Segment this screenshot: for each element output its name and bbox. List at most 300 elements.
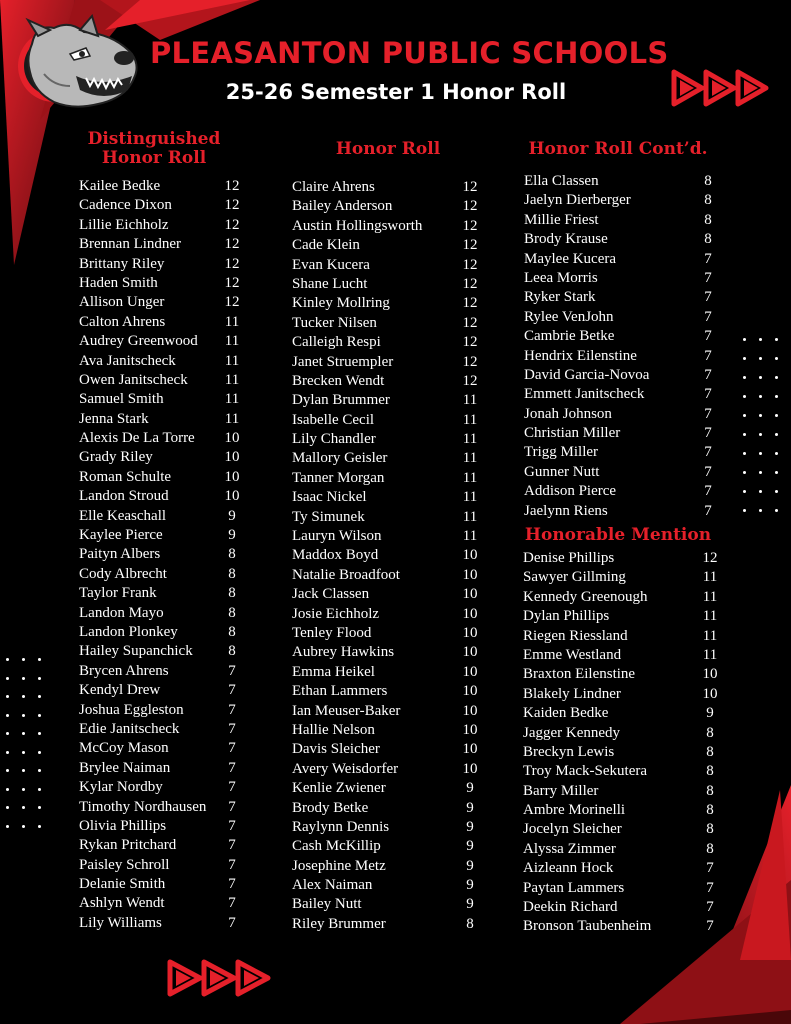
- student-row: [524, 211, 724, 230]
- student-row: [292, 178, 482, 197]
- student-name: Haden Smith: [79, 274, 158, 291]
- page-title: PLEASANTON PUBLIC SCHOOLS: [150, 36, 669, 70]
- student-name: Deekin Richard: [523, 899, 618, 916]
- student-name: Dylan Phillips: [523, 608, 610, 625]
- student-grade: 7: [706, 879, 714, 896]
- student-name: Josie Eichholz: [292, 605, 380, 622]
- student-grade: 12: [224, 294, 240, 311]
- student-row: [79, 255, 249, 274]
- student-row: [524, 191, 724, 210]
- student-grade: 11: [224, 410, 240, 427]
- student-grade: 10: [462, 760, 478, 777]
- student-name: Christian Miller: [524, 425, 621, 442]
- student-row: [292, 527, 482, 546]
- student-row: [79, 623, 249, 642]
- student-name: Joshua Eggleston: [79, 701, 184, 718]
- student-row: [292, 740, 482, 759]
- student-grade: 9: [466, 818, 474, 835]
- student-grade: 12: [462, 353, 478, 370]
- student-name: Gunner Nutt: [524, 463, 600, 480]
- student-name: Landon Mayo: [79, 604, 164, 621]
- student-grade: 7: [228, 720, 236, 737]
- student-row: [79, 836, 249, 855]
- distinguished-heading-line2: Honor Roll: [101, 148, 207, 168]
- student-grade: 9: [228, 507, 236, 524]
- student-name: Kylar Nordby: [79, 779, 163, 796]
- red-triangle-arrows-icon: [670, 68, 772, 108]
- student-name: Kaylee Pierce: [79, 527, 163, 544]
- student-name: Kennedy Greenough: [523, 588, 648, 605]
- student-name: Natalie Broadfoot: [292, 566, 400, 583]
- student-row: [79, 894, 249, 913]
- student-grade: 9: [466, 857, 474, 874]
- student-row: [523, 685, 723, 704]
- student-row: [524, 288, 724, 307]
- student-name: Tucker Nilsen: [292, 314, 377, 331]
- student-grade: 12: [462, 217, 478, 234]
- student-name: Lily Chandler: [292, 431, 376, 448]
- student-row: [292, 721, 482, 740]
- student-grade: 7: [704, 250, 712, 267]
- student-name: Elle Keaschall: [79, 507, 167, 524]
- student-grade: 12: [462, 314, 478, 331]
- student-grade: 8: [228, 604, 236, 621]
- student-name: Bailey Anderson: [292, 198, 393, 215]
- student-name: Jaelynn Riens: [524, 502, 608, 519]
- student-grade: 7: [704, 269, 712, 286]
- student-row: [79, 565, 249, 584]
- student-grade: 11: [224, 333, 240, 350]
- student-grade: 8: [466, 915, 474, 932]
- student-grade: 12: [462, 256, 478, 273]
- student-row: [523, 607, 723, 626]
- student-row: [523, 898, 723, 917]
- student-name: Austin Hollingsworth: [292, 217, 423, 234]
- student-name: Allison Unger: [79, 294, 165, 311]
- student-grade: 7: [704, 347, 712, 364]
- student-row: [79, 235, 249, 254]
- student-name: Avery Weisdorfer: [292, 760, 399, 777]
- student-row: [292, 256, 482, 275]
- student-row: [292, 314, 482, 333]
- student-name: Ty Simunek: [292, 508, 365, 525]
- student-row: [79, 352, 249, 371]
- student-name: Janet Struempler: [292, 353, 394, 370]
- student-row: [79, 759, 249, 778]
- student-grade: 10: [224, 468, 240, 485]
- student-row: [79, 274, 249, 293]
- student-grade: 12: [462, 275, 478, 292]
- student-name: Brody Betke: [292, 799, 369, 816]
- student-row: [292, 391, 482, 410]
- student-name: Jack Classen: [292, 586, 370, 603]
- student-name: Isabelle Cecil: [292, 411, 375, 428]
- student-grade: 12: [224, 236, 240, 253]
- student-row: [523, 704, 723, 723]
- student-grade: 11: [462, 508, 478, 525]
- student-grade: 11: [702, 608, 718, 625]
- student-grade: 10: [462, 702, 478, 719]
- student-name: Bailey Nutt: [292, 896, 362, 913]
- student-row: [523, 917, 723, 936]
- student-row: [292, 488, 482, 507]
- student-grade: 8: [706, 821, 714, 838]
- student-grade: 12: [462, 295, 478, 312]
- student-row: [292, 469, 482, 488]
- student-row: [79, 604, 249, 623]
- student-grade: 8: [706, 802, 714, 819]
- student-row: [79, 545, 249, 564]
- student-name: David Garcia-Novoa: [524, 366, 650, 383]
- student-name: Troy Mack-Sekutera: [523, 763, 648, 780]
- student-row: [524, 172, 724, 191]
- student-row: [79, 507, 249, 526]
- student-row: [524, 443, 724, 462]
- student-row: [524, 250, 724, 269]
- student-grade: 11: [702, 646, 718, 663]
- student-grade: 7: [228, 701, 236, 718]
- student-row: [523, 724, 723, 743]
- student-name: Brecken Wendt: [292, 372, 385, 389]
- student-row: [292, 605, 482, 624]
- student-name: Lily Williams: [79, 914, 162, 931]
- student-row: [79, 371, 249, 390]
- student-grade: 10: [462, 566, 478, 583]
- student-row: [524, 482, 724, 501]
- student-row: [79, 196, 249, 215]
- student-name: Alyssa Zimmer: [523, 840, 616, 857]
- student-row: [292, 663, 482, 682]
- student-row: [79, 701, 249, 720]
- student-row: [79, 778, 249, 797]
- student-grade: 7: [228, 798, 236, 815]
- student-grade: 8: [228, 585, 236, 602]
- student-row: [79, 448, 249, 467]
- student-name: Jaelyn Dierberger: [524, 192, 631, 209]
- page-subtitle: 25-26 Semester 1 Honor Roll: [225, 80, 567, 104]
- student-name: Maylee Kucera: [524, 250, 617, 267]
- student-grade: 11: [462, 489, 478, 506]
- student-grade: 9: [466, 838, 474, 855]
- student-grade: 8: [706, 724, 714, 741]
- student-row: [292, 353, 482, 372]
- student-name: Ryker Stark: [524, 289, 596, 306]
- student-name: Dylan Brummer: [292, 392, 390, 409]
- student-row: [524, 347, 724, 366]
- student-name: Owen Janitscheck: [79, 371, 188, 388]
- student-row: [292, 585, 482, 604]
- student-grade: 7: [228, 682, 236, 699]
- student-row: [523, 820, 723, 839]
- student-row: [292, 702, 482, 721]
- student-grade: 12: [224, 178, 240, 194]
- student-row: [79, 487, 249, 506]
- student-row: [523, 801, 723, 820]
- student-name: Emme Westland: [523, 646, 622, 663]
- student-name: Braxton Eilenstine: [523, 666, 636, 683]
- student-grade: 7: [704, 444, 712, 461]
- student-row: [292, 372, 482, 391]
- student-row: [79, 429, 249, 448]
- student-row: [79, 468, 249, 487]
- student-grade: 12: [702, 550, 718, 566]
- distinguished-heading-line1: Distinguished: [87, 129, 221, 149]
- student-row: [79, 720, 249, 739]
- student-name: Tanner Morgan: [292, 469, 385, 486]
- student-row: [292, 508, 482, 527]
- student-row: [79, 526, 249, 545]
- student-name: Cadence Dixon: [79, 197, 172, 214]
- student-name: Tenley Flood: [292, 624, 372, 641]
- student-row: [79, 817, 249, 836]
- student-name: Taylor Frank: [79, 585, 157, 602]
- student-name: Blakely Lindner: [523, 685, 621, 702]
- student-row: [292, 818, 482, 837]
- student-name: Brylee Naiman: [79, 759, 171, 776]
- student-name: Hallie Nelson: [292, 721, 375, 738]
- student-row: [292, 236, 482, 255]
- student-grade: 11: [462, 469, 478, 486]
- student-name: Josephine Metz: [292, 857, 386, 874]
- student-grade: 7: [228, 837, 236, 854]
- student-name: Rylee VenJohn: [524, 308, 614, 325]
- honor-roll-contd-list: [524, 172, 724, 521]
- student-name: Emmett Janitscheck: [524, 386, 645, 403]
- student-row: [292, 779, 482, 798]
- student-grade: 9: [466, 877, 474, 894]
- student-name: Ambre Morinelli: [523, 802, 626, 819]
- student-name: Cambrie Betke: [524, 328, 615, 345]
- student-grade: 8: [706, 782, 714, 799]
- student-row: [292, 643, 482, 662]
- student-grade: 9: [228, 527, 236, 544]
- student-name: Jocelyn Sleicher: [523, 821, 622, 838]
- honorable-mention-list: [523, 549, 723, 937]
- student-name: Kinley Mollring: [292, 295, 390, 312]
- student-row: [524, 424, 724, 443]
- student-row: [79, 584, 249, 603]
- student-name: Alexis De La Torre: [79, 430, 195, 447]
- student-name: Brennan Lindner: [79, 236, 182, 253]
- student-name: Claire Ahrens: [292, 179, 375, 195]
- student-row: [292, 546, 482, 565]
- student-grade: 7: [704, 405, 712, 422]
- student-name: McCoy Mason: [79, 740, 169, 757]
- student-row: [79, 642, 249, 661]
- student-row: [292, 333, 482, 352]
- student-name: Mallory Geisler: [292, 450, 388, 467]
- student-grade: 7: [228, 662, 236, 679]
- student-grade: 10: [224, 449, 240, 466]
- student-row: [523, 879, 723, 898]
- student-row: [292, 294, 482, 313]
- honor-roll-heading: Honor Roll: [335, 139, 441, 159]
- student-row: [292, 837, 482, 856]
- student-name: Calton Ahrens: [79, 313, 166, 330]
- student-name: Raylynn Dennis: [292, 818, 390, 835]
- student-row: [524, 327, 724, 346]
- student-name: Cash McKillip: [292, 838, 381, 855]
- student-row: [523, 549, 723, 568]
- student-name: Millie Friest: [524, 211, 599, 228]
- student-grade: 9: [466, 780, 474, 797]
- student-row: [524, 230, 724, 249]
- student-grade: 11: [702, 569, 718, 586]
- student-name: Ian Meuser-Baker: [292, 702, 401, 719]
- student-grade: 12: [462, 179, 478, 195]
- student-name: Addison Pierce: [524, 483, 617, 500]
- student-grade: 10: [224, 430, 240, 447]
- honor-roll-contd-heading: Honor Roll Cont’d.: [528, 139, 708, 159]
- student-row: [523, 782, 723, 801]
- student-grade: 7: [228, 914, 236, 931]
- student-name: Ashlyn Wendt: [79, 895, 165, 912]
- student-grade: 10: [702, 666, 718, 683]
- student-name: Samuel Smith: [79, 391, 164, 408]
- student-name: Edie Janitscheck: [79, 720, 180, 737]
- student-name: Timothy Nordhausen: [79, 798, 207, 815]
- student-grade: 11: [702, 588, 718, 605]
- student-grade: 10: [462, 586, 478, 603]
- student-grade: 7: [704, 289, 712, 306]
- student-row: [524, 385, 724, 404]
- student-row: [523, 646, 723, 665]
- student-row: [524, 463, 724, 482]
- student-name: Jenna Stark: [79, 410, 149, 427]
- student-grade: 12: [462, 198, 478, 215]
- student-row: [292, 682, 482, 701]
- student-grade: 8: [228, 623, 236, 640]
- student-name: Emma Heikel: [292, 663, 375, 680]
- dot-grid-right: [743, 338, 778, 512]
- student-row: [292, 624, 482, 643]
- student-grade: 10: [462, 741, 478, 758]
- student-row: [79, 681, 249, 700]
- student-name: Landon Plonkey: [79, 623, 178, 640]
- student-grade: 11: [224, 352, 240, 369]
- student-grade: 7: [704, 328, 712, 345]
- student-row: [292, 411, 482, 430]
- distinguished-heading: [74, 130, 234, 168]
- student-grade: 11: [224, 371, 240, 388]
- student-grade: 8: [228, 565, 236, 582]
- student-name: Hendrix Eilenstine: [524, 347, 637, 364]
- student-grade: 10: [462, 547, 478, 564]
- student-grade: 7: [228, 779, 236, 796]
- student-grade: 11: [224, 391, 240, 408]
- student-name: Aubrey Hawkins: [292, 644, 395, 661]
- student-name: Olivia Phillips: [79, 817, 167, 834]
- student-name: Jonah Johnson: [524, 405, 612, 422]
- student-grade: 12: [224, 255, 240, 272]
- student-name: Kailee Bedke: [79, 178, 161, 194]
- student-name: Evan Kucera: [292, 256, 370, 273]
- student-grade: 7: [704, 502, 712, 519]
- student-row: [292, 799, 482, 818]
- student-grade: 12: [224, 274, 240, 291]
- student-row: [292, 197, 482, 216]
- student-grade: 7: [228, 856, 236, 873]
- student-name: Shane Lucht: [292, 275, 368, 292]
- student-grade: 7: [228, 740, 236, 757]
- student-row: [79, 216, 249, 235]
- student-name: Brody Krause: [524, 231, 608, 248]
- student-row: [292, 915, 482, 934]
- student-name: Roman Schulte: [79, 468, 172, 485]
- student-name: Leea Morris: [524, 269, 598, 286]
- student-name: Kaiden Bedke: [523, 705, 609, 722]
- student-row: [292, 857, 482, 876]
- bulldog-mascot-icon: [14, 14, 144, 118]
- student-grade: 12: [462, 334, 478, 351]
- student-grade: 10: [462, 721, 478, 738]
- student-grade: 7: [228, 876, 236, 893]
- student-grade: 7: [228, 895, 236, 912]
- student-grade: 8: [704, 173, 712, 189]
- student-name: Lauryn Wilson: [292, 528, 382, 545]
- student-row: [79, 293, 249, 312]
- student-name: Lillie Eichholz: [79, 216, 169, 233]
- student-grade: 10: [702, 685, 718, 702]
- student-grade: 8: [228, 546, 236, 563]
- student-row: [79, 390, 249, 409]
- student-grade: 7: [706, 899, 714, 916]
- student-name: Rykan Pritchard: [79, 837, 177, 854]
- student-grade: 8: [706, 840, 714, 857]
- student-row: [79, 313, 249, 332]
- student-name: Ava Janitscheck: [79, 352, 176, 369]
- student-grade: 7: [704, 483, 712, 500]
- student-name: Brittany Riley: [79, 255, 165, 272]
- student-row: [292, 876, 482, 895]
- student-row: [292, 217, 482, 236]
- student-row: [79, 410, 249, 429]
- student-grade: 11: [462, 411, 478, 428]
- student-row: [523, 568, 723, 587]
- student-name: Bronson Taubenheim: [523, 918, 652, 935]
- student-name: Delanie Smith: [79, 876, 166, 893]
- student-grade: 7: [706, 918, 714, 935]
- student-name: Ella Classen: [524, 173, 599, 189]
- honor-roll-list: [292, 178, 482, 934]
- student-row: [524, 308, 724, 327]
- student-row: [79, 875, 249, 894]
- student-name: Hailey Supanchick: [79, 643, 193, 660]
- student-name: Davis Sleicher: [292, 741, 380, 758]
- student-grade: 10: [462, 683, 478, 700]
- student-grade: 11: [462, 528, 478, 545]
- distinguished-list: [79, 177, 249, 933]
- student-name: Jagger Kennedy: [523, 724, 621, 741]
- dot-grid-left: [6, 658, 41, 828]
- student-grade: 7: [704, 308, 712, 325]
- student-row: [79, 739, 249, 758]
- student-grade: 9: [466, 799, 474, 816]
- student-grade: 8: [704, 211, 712, 228]
- student-grade: 12: [462, 237, 478, 254]
- student-name: Alex Naiman: [292, 877, 373, 894]
- student-name: Sawyer Gillming: [523, 569, 626, 586]
- student-name: Kendyl Drew: [79, 682, 161, 699]
- student-row: [292, 449, 482, 468]
- student-grade: 10: [462, 624, 478, 641]
- student-grade: 10: [462, 605, 478, 622]
- student-row: [292, 566, 482, 585]
- student-row: [79, 332, 249, 351]
- student-name: Kenlie Zwiener: [292, 780, 386, 797]
- student-grade: 8: [706, 763, 714, 780]
- student-name: Isaac Nickel: [292, 489, 367, 506]
